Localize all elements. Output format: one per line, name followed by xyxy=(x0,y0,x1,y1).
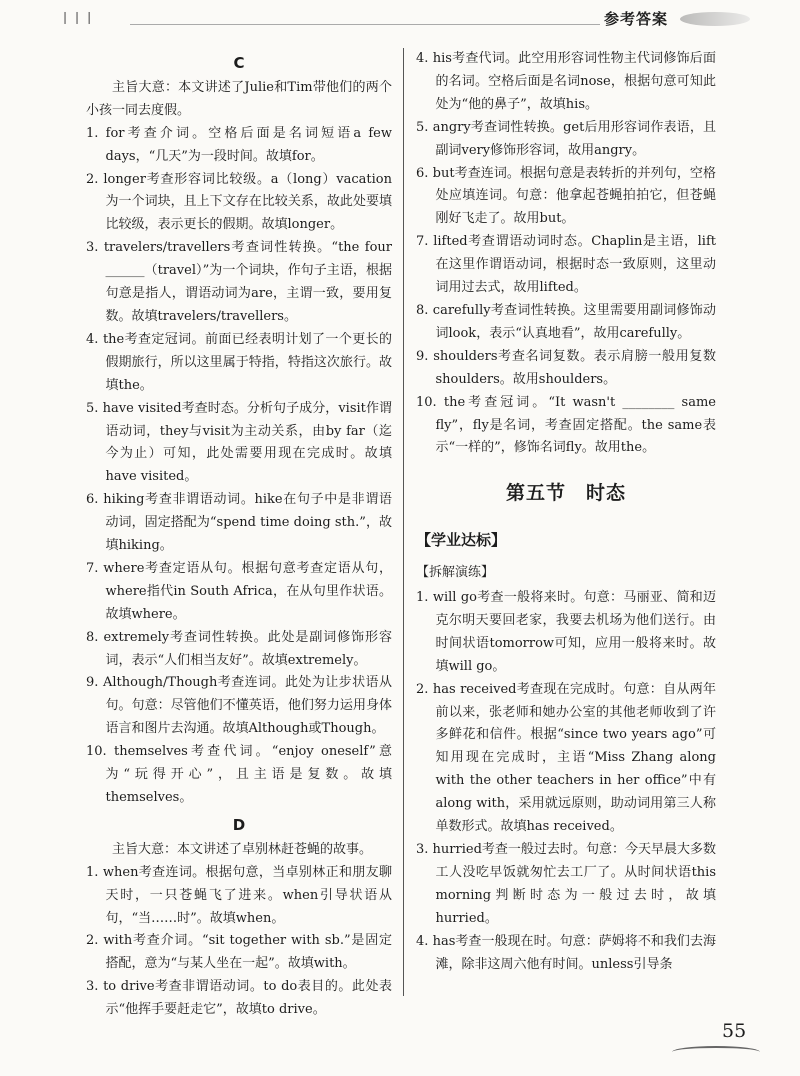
answer-number: 5. xyxy=(86,400,99,416)
header-rule xyxy=(130,24,600,25)
answer-number: 4. xyxy=(86,331,99,347)
answer-item xyxy=(416,392,716,461)
answer-item xyxy=(416,346,716,392)
answer-word: where xyxy=(103,560,145,576)
answer-number: 8. xyxy=(416,302,429,318)
answer-number: 9. xyxy=(86,675,99,691)
answer-explanation: 考查冠词。“It wasn't ________ same fly”，fly是名词，考查固定搭配。the same表示“一样的”，修饰名词fly。故用the。 xyxy=(435,394,716,456)
answer-number: 3. xyxy=(86,240,99,256)
answer-word: themselves xyxy=(113,744,188,760)
answer-number: 3. xyxy=(416,842,429,857)
answer-explanation: 考查现在完成时。句意：自从两年前以来，张老师和她办公室的其他老师收到了许多鲜花和信件。根据“since two years ago”可知用现在完成时，主语“Miss Zhang along with the other teachers in her office”中有along with，采用就远原则，助动词用第三人称单数形式。故填has received。 xyxy=(435,681,716,835)
answer-item xyxy=(416,231,716,300)
answer-word: lifted xyxy=(433,234,468,250)
page-number: 55 xyxy=(722,1020,747,1042)
answer-explanation: 考查词性转换。get后用形容词作表语，且副词very修饰形容词，故用angry。 xyxy=(435,119,716,158)
answer-number: 9. xyxy=(416,348,429,364)
answer-explanation: 考查一般将来时。句意：马丽亚、简和迈克尔明天要回老家，我要去机场为他们送行。由时间状语tomorrow可知，应用一般将来时。故填will go。 xyxy=(435,590,716,674)
answer-number: 5. xyxy=(416,119,429,135)
right-column xyxy=(416,48,716,976)
answer-explanation: 考查介词。“sit together with sb.”是固定搭配，意为“与某人坐在一起”。故填with。 xyxy=(105,933,392,972)
answer-explanation: 考查词性转换。这里需要用副词修饰动词look，表示“认真地看”，故用carefully。 xyxy=(435,302,716,341)
answer-item xyxy=(86,169,392,238)
passage-d-answers-right xyxy=(416,48,716,460)
answer-explanation: 考查词性转换。“the four ______（travel）”为一个词块，作句子主语，根据句意是指人，谓语动词为are，主谓一致，要用复数。故填travelers/travellers。 xyxy=(105,240,392,324)
answer-explanation: 考查形容词比较级。a（long）vacation为一个词块，且上下文存在比较关系，故此处要填比较级，表示更长的假期。故填longer。 xyxy=(105,171,392,233)
answer-number: 2. xyxy=(86,171,99,187)
answer-item xyxy=(86,329,392,398)
answer-explanation: 考查连词。根据句意是表转折的并列句，空格处应填连词。句意：他拿起苍蝇拍拍它，但苍蝇刚好飞走了。故用but。 xyxy=(435,165,716,227)
answer-word: the xyxy=(102,331,125,347)
answer-item xyxy=(416,839,716,931)
answer-word: but xyxy=(432,165,455,181)
answer-number: 7. xyxy=(416,234,429,250)
answer-item xyxy=(86,237,392,329)
answer-number: 10. xyxy=(86,744,107,760)
answer-word: travelers/travellers xyxy=(103,240,231,256)
header-ornament xyxy=(680,12,750,26)
answer-word: have visited xyxy=(102,400,182,416)
answer-item xyxy=(416,48,716,117)
answer-word: his xyxy=(432,51,452,66)
answer-word: carefully xyxy=(432,302,491,318)
answer-explanation: 考查非谓语动词。to do表目的。此处表示“他挥手要赶走它”，故填to drive。 xyxy=(105,979,392,1018)
answer-explanation: 考查谓语动词时态。Chaplin是主语，lift在这里作谓语动词，根据时态一致原则，这里动词用过去式，故用lifted。 xyxy=(435,234,717,296)
answer-explanation: 考查一般现在时。句意：萨姆将不和我们去海滩，除非这周六他有时间。unless引导条 xyxy=(435,933,716,972)
passage-d-heading: D xyxy=(232,815,246,834)
answer-item xyxy=(86,627,392,673)
answer-item xyxy=(416,300,716,346)
answer-explanation: 考查连词。根据句意，当卓别林正和朋友聊天时，一只苍蝇飞了进来。when引导状语从句，“当……时”。故填when。 xyxy=(105,864,392,926)
answer-word: shoulders xyxy=(433,348,498,364)
passage-c-answers xyxy=(86,123,392,810)
answer-word: has xyxy=(432,933,456,949)
answer-word: for xyxy=(105,125,125,141)
passage-c-heading: C xyxy=(233,54,245,72)
answer-explanation: 考查介词。空格后面是名词短语a few days，“几天”为一段时间。故填for。 xyxy=(105,125,393,164)
answer-item xyxy=(416,163,716,232)
answer-number: 4. xyxy=(416,933,429,949)
answer-word: Although/Though xyxy=(102,675,218,691)
answer-word: the xyxy=(443,394,466,410)
answer-number: 4. xyxy=(416,51,429,66)
answer-item xyxy=(86,672,392,741)
answer-item xyxy=(86,123,392,169)
answer-item xyxy=(86,862,392,931)
answer-item xyxy=(86,558,392,627)
answer-word: when xyxy=(102,864,139,880)
answer-number: 6. xyxy=(416,165,429,181)
answer-item xyxy=(416,931,716,977)
footer-ornament xyxy=(672,1046,760,1058)
answer-word: extremely xyxy=(103,629,170,645)
answer-word: angry xyxy=(432,119,471,135)
answer-number: 6. xyxy=(86,492,99,508)
answer-number: 10. xyxy=(416,394,437,410)
answer-word: will go xyxy=(432,590,477,606)
answer-item xyxy=(416,587,716,679)
tense-answers xyxy=(416,587,716,976)
passage-d-main-idea: 主旨大意：本文讲述了卓别林赶苍蝇的故事。 xyxy=(112,841,373,857)
answer-item xyxy=(86,398,392,490)
page-corner-mark: ❘❘❘ xyxy=(60,10,97,24)
answer-explanation: 考查一般过去时。句意：今天早晨大多数工人没吃早饭就匆忙去工厂了。从时间状语this morning判断时态为一般过去时，故填hurried。 xyxy=(435,842,716,926)
answer-explanation: 考查时态。分析句子成分，visit作谓语动词，they与visit为主动关系，由by far（迄今为止）可知，此处需要用现在完成时。故填have visited。 xyxy=(105,400,392,485)
answer-item xyxy=(86,489,392,558)
section-heading: 【学业达标】 xyxy=(416,531,507,550)
answer-explanation: 考查词性转换。此处是副词修饰形容词，表示“人们相当友好”。故填extremely。 xyxy=(105,629,392,668)
answer-item xyxy=(86,976,392,1022)
answer-explanation: 考查非谓语动词。hike在句子中是非谓语动词，固定搭配为“spend time doing sth.”，故填hiking。 xyxy=(105,492,392,554)
answer-number: 1. xyxy=(416,590,429,606)
answer-explanation: 考查连词。此处为让步状语从句。句意：尽管他们不懂英语，他们努力运用身体语言和图片去沟通。故填Although或Though。 xyxy=(105,675,392,737)
section-subheading: 【拆解演练】 xyxy=(416,565,495,581)
answer-number: 1. xyxy=(86,125,99,141)
answer-number: 8. xyxy=(86,629,99,645)
answer-word: hiking xyxy=(103,492,145,508)
answer-item xyxy=(86,741,392,810)
left-column xyxy=(86,48,392,1022)
answer-item xyxy=(86,930,392,976)
section-title: 第五节 时态 xyxy=(505,482,626,505)
passage-c-main-idea: 主旨大意：本文讲述了Julie和Tim带他们的两个小孩一同去度假。 xyxy=(86,79,392,118)
answer-word: longer xyxy=(103,171,146,187)
answer-number: 1. xyxy=(86,864,99,880)
answer-word: to drive xyxy=(103,979,155,995)
answer-explanation: 考查定语从句。根据句意考查定语从句，where指代in South Africa，在从句里作状语。故填where。 xyxy=(105,560,392,622)
answer-number: 2. xyxy=(416,681,429,697)
answer-number: 7. xyxy=(86,560,99,576)
answer-word: hurried xyxy=(432,842,482,857)
passage-d-answers-left xyxy=(86,862,392,1022)
answer-explanation: 考查定冠词。前面已经表明计划了一个更长的假期旅行，所以这里属于特指，特指这次旅行。故填the。 xyxy=(105,331,392,393)
header-title: 参考答案 xyxy=(604,10,669,28)
answer-word: with xyxy=(103,933,133,949)
answer-item xyxy=(416,679,716,839)
column-divider xyxy=(403,48,404,996)
answer-number: 2. xyxy=(86,933,99,949)
answer-explanation: 考查代词。此空用形容词性物主代词修饰后面的名词。空格后面是名词nose，根据句意可知此处为“他的鼻子”，故填his。 xyxy=(435,51,716,112)
answer-number: 3. xyxy=(86,979,99,995)
answer-explanation: 考查代词。“enjoy oneself”意为“玩得开心”，且主语是复数。故填themselves。 xyxy=(105,744,392,805)
answer-explanation: 考查名词复数。表示肩膀一般用复数shoulders。故用shoulders。 xyxy=(435,348,716,387)
answer-word: has received xyxy=(432,681,517,697)
answer-item xyxy=(416,117,716,163)
